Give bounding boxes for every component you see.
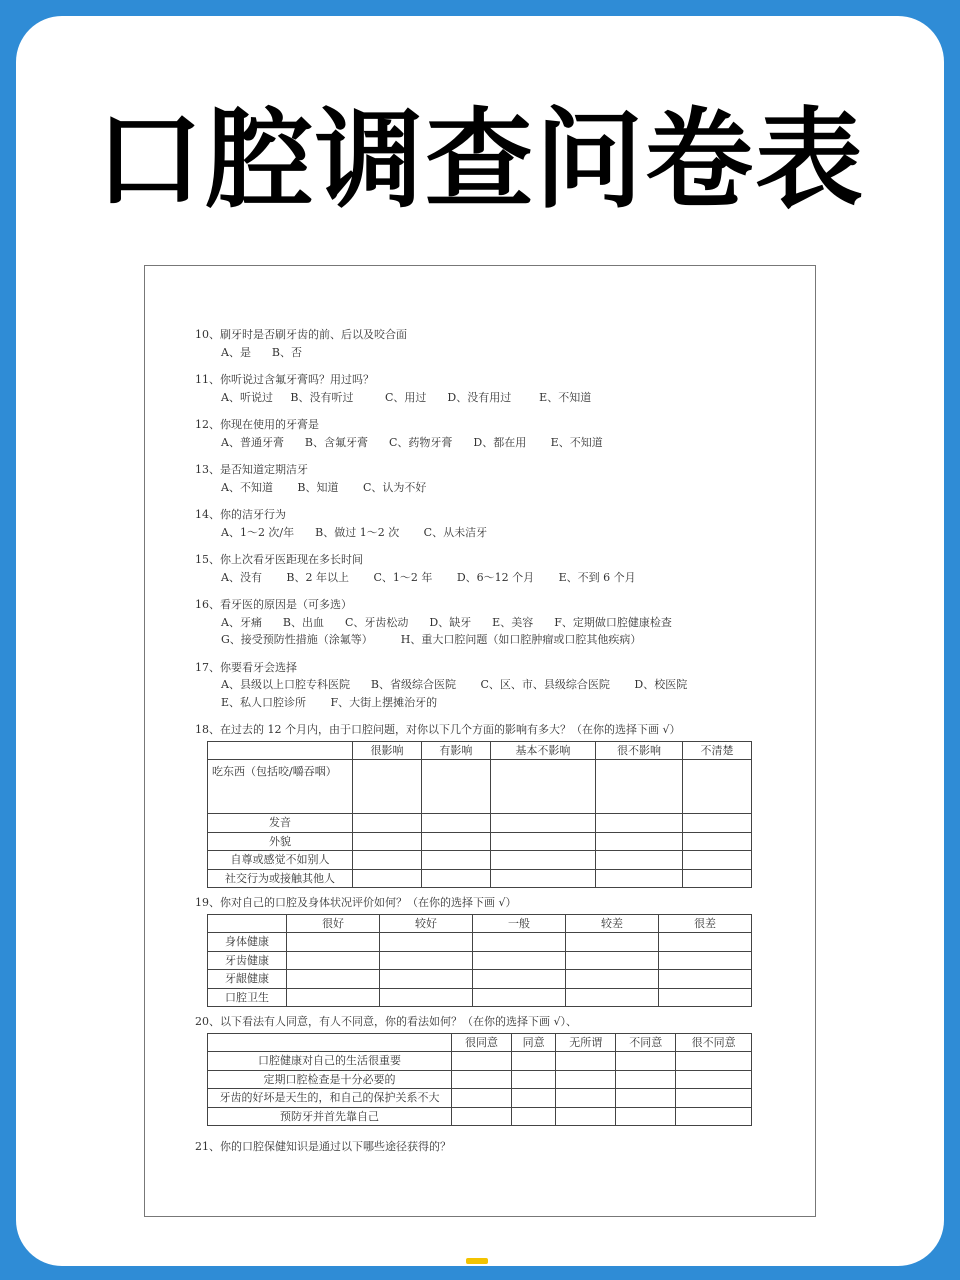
table-header-row bbox=[208, 741, 752, 760]
table-row bbox=[208, 1107, 752, 1126]
table-header: 较好 bbox=[380, 914, 473, 933]
table-header: 有影响 bbox=[421, 741, 490, 760]
question-options: A、没有 B、2 年以上 C、1～2 年 D、6～12 个月 E、不到 6 个月 bbox=[221, 570, 636, 584]
table-header: 不同意 bbox=[616, 1033, 676, 1052]
table-header-row bbox=[208, 1033, 752, 1052]
answer-cell[interactable] bbox=[490, 814, 595, 833]
answer-cell[interactable] bbox=[616, 1052, 676, 1071]
question-text: 11、你听说过含氟牙膏吗？用过吗？ bbox=[195, 373, 374, 386]
table-row bbox=[208, 1070, 752, 1089]
answer-cell[interactable] bbox=[512, 1107, 556, 1126]
question-18 bbox=[195, 721, 755, 888]
answer-cell[interactable] bbox=[616, 1089, 676, 1108]
table-header: 一般 bbox=[473, 914, 566, 933]
question-21 bbox=[195, 1138, 755, 1156]
row-label: 社交行为或接触其他人 bbox=[208, 869, 353, 888]
table-header: 较差 bbox=[566, 914, 659, 933]
question-text: 16、看牙医的原因是（可多选） bbox=[195, 598, 352, 611]
question-text: 15、你上次看牙医距现在多长时间 bbox=[195, 553, 363, 566]
question-options: E、私人口腔诊所 F、大街上摆摊治牙的 bbox=[221, 695, 438, 709]
bottom-indicator bbox=[466, 1258, 488, 1264]
answer-cell[interactable] bbox=[566, 951, 659, 970]
table-header: 很好 bbox=[287, 914, 380, 933]
answer-cell[interactable] bbox=[616, 1107, 676, 1126]
answer-cell[interactable] bbox=[683, 851, 752, 870]
row-label: 预防牙并首先靠自己 bbox=[208, 1107, 452, 1126]
row-label: 定期口腔检查是十分必要的 bbox=[208, 1070, 452, 1089]
answer-cell[interactable] bbox=[421, 832, 490, 851]
question-11 bbox=[195, 371, 755, 406]
table-header: 很差 bbox=[659, 914, 752, 933]
answer-cell[interactable] bbox=[676, 1052, 752, 1071]
question-text: 19、你对自己的口腔及身体状况评价如何？（在你的选择下画 √） bbox=[195, 896, 517, 909]
answer-cell[interactable] bbox=[595, 851, 682, 870]
row-label: 牙齿健康 bbox=[208, 951, 287, 970]
table-row bbox=[208, 760, 752, 814]
question-text: 13、是否知道定期洁牙 bbox=[195, 463, 308, 476]
question-text: 18、在过去的 12 个月内，由于口腔问题，对你以下几个方面的影响有多大？（在你的选择下画 √） bbox=[195, 723, 681, 736]
answer-cell[interactable] bbox=[595, 760, 682, 814]
table-header: 同意 bbox=[512, 1033, 556, 1052]
answer-cell[interactable] bbox=[512, 1089, 556, 1108]
answer-cell[interactable] bbox=[473, 951, 566, 970]
answer-cell[interactable] bbox=[421, 869, 490, 888]
answer-cell[interactable] bbox=[566, 988, 659, 1007]
answer-cell[interactable] bbox=[452, 1107, 512, 1126]
question-options: A、1～2 次/年 B、做过 1～2 次 C、从未洁牙 bbox=[221, 525, 488, 539]
question-19 bbox=[195, 894, 755, 1007]
question-text: 17、你要看牙会选择 bbox=[195, 660, 297, 674]
question-options: G、接受预防性措施（涂氟等） H、重大口腔问题（如口腔肿瘤或口腔其他疾病） bbox=[221, 633, 642, 646]
question-options: A、牙痛 B、出血 C、牙齿松动 D、缺牙 E、美容 F、定期做口腔健康检查 bbox=[221, 615, 672, 629]
answer-cell[interactable] bbox=[659, 970, 752, 989]
table-header: 很不同意 bbox=[676, 1033, 752, 1052]
question-14 bbox=[195, 506, 755, 541]
answer-cell[interactable] bbox=[353, 851, 422, 870]
table-row bbox=[208, 951, 752, 970]
answer-cell[interactable] bbox=[380, 988, 473, 1007]
table-header-row bbox=[208, 914, 752, 933]
answer-cell[interactable] bbox=[452, 1070, 512, 1089]
question-15 bbox=[195, 551, 755, 586]
answer-cell[interactable] bbox=[380, 933, 473, 952]
row-label: 牙齿的好坏是天生的，和自己的保护关系不大 bbox=[208, 1089, 452, 1108]
answer-cell[interactable] bbox=[287, 951, 380, 970]
row-label: 发音 bbox=[208, 814, 353, 833]
question-options: A、县级以上口腔专科医院 B、省级综合医院 C、区、市、县级综合医院 D、校医院 bbox=[221, 678, 688, 691]
answer-cell[interactable] bbox=[421, 814, 490, 833]
table-row bbox=[208, 970, 752, 989]
answer-cell[interactable] bbox=[683, 869, 752, 888]
table-corner-cell bbox=[208, 741, 353, 760]
question-10 bbox=[195, 326, 755, 361]
answer-cell[interactable] bbox=[659, 951, 752, 970]
table-header: 很不影响 bbox=[595, 741, 682, 760]
answer-cell[interactable] bbox=[683, 814, 752, 833]
row-label: 口腔卫生 bbox=[208, 988, 287, 1007]
answer-cell[interactable] bbox=[421, 760, 490, 814]
q19-table bbox=[207, 914, 752, 1008]
answer-cell[interactable] bbox=[566, 970, 659, 989]
answer-cell[interactable] bbox=[353, 869, 422, 888]
answer-cell[interactable] bbox=[452, 1052, 512, 1071]
question-20 bbox=[195, 1013, 755, 1126]
question-12 bbox=[195, 416, 755, 451]
table-row bbox=[208, 814, 752, 833]
answer-cell[interactable] bbox=[556, 1070, 616, 1089]
answer-cell[interactable] bbox=[566, 933, 659, 952]
card bbox=[16, 16, 944, 1266]
table-row bbox=[208, 1052, 752, 1071]
answer-cell[interactable] bbox=[353, 832, 422, 851]
q18-table bbox=[207, 741, 752, 889]
answer-cell[interactable] bbox=[556, 1107, 616, 1126]
row-label: 牙龈健康 bbox=[208, 970, 287, 989]
answer-cell[interactable] bbox=[490, 760, 595, 814]
question-options: A、听说过 B、没有听过 C、用过 D、没有用过 E、不知道 bbox=[221, 390, 592, 404]
answer-cell[interactable] bbox=[380, 970, 473, 989]
question-text: 10、刷牙时是否刷牙齿的前、后以及咬合面 bbox=[195, 328, 407, 341]
answer-cell[interactable] bbox=[683, 760, 752, 814]
answer-cell[interactable] bbox=[353, 814, 422, 833]
question-options: A、普通牙膏 B、含氟牙膏 C、药物牙膏 D、都在用 E、不知道 bbox=[221, 435, 603, 449]
table-row bbox=[208, 988, 752, 1007]
question-17 bbox=[195, 659, 755, 712]
answer-cell[interactable] bbox=[512, 1052, 556, 1071]
answer-cell[interactable] bbox=[287, 933, 380, 952]
answer-cell[interactable] bbox=[473, 970, 566, 989]
answer-cell[interactable] bbox=[473, 988, 566, 1007]
answer-cell[interactable] bbox=[490, 869, 595, 888]
table-header: 基本不影响 bbox=[490, 741, 595, 760]
questionnaire-sheet bbox=[144, 265, 816, 1217]
row-label: 口腔健康对自己的生活很重要 bbox=[208, 1052, 452, 1071]
answer-cell[interactable] bbox=[490, 832, 595, 851]
q20-table bbox=[207, 1033, 752, 1127]
answer-cell[interactable] bbox=[659, 933, 752, 952]
question-text: 21、你的口腔保健知识是通过以下哪些途径获得的？ bbox=[195, 1140, 451, 1153]
answer-cell[interactable] bbox=[556, 1089, 616, 1108]
table-row bbox=[208, 933, 752, 952]
answer-cell[interactable] bbox=[473, 933, 566, 952]
table-header: 无所谓 bbox=[556, 1033, 616, 1052]
answer-cell[interactable] bbox=[676, 1107, 752, 1126]
answer-cell[interactable] bbox=[595, 814, 682, 833]
row-label: 身体健康 bbox=[208, 933, 287, 952]
table-row bbox=[208, 1089, 752, 1108]
question-13 bbox=[195, 461, 755, 496]
question-text: 14、你的洁牙行为 bbox=[195, 508, 286, 521]
answer-cell[interactable] bbox=[421, 851, 490, 870]
answer-cell[interactable] bbox=[452, 1089, 512, 1108]
table-header: 很同意 bbox=[452, 1033, 512, 1052]
answer-cell[interactable] bbox=[616, 1070, 676, 1089]
answer-cell[interactable] bbox=[676, 1089, 752, 1108]
answer-cell[interactable] bbox=[556, 1052, 616, 1071]
answer-cell[interactable] bbox=[353, 760, 422, 814]
answer-cell[interactable] bbox=[490, 851, 595, 870]
row-label: 自尊或感觉不如别人 bbox=[208, 851, 353, 870]
row-label: 外貌 bbox=[208, 832, 353, 851]
question-16 bbox=[195, 596, 755, 649]
table-corner-cell bbox=[208, 914, 287, 933]
question-options: A、是 B、否 bbox=[221, 345, 303, 359]
question-text: 20、以下看法有人同意，有人不同意，你的看法如何？（在你的选择下画 √）、 bbox=[195, 1015, 578, 1028]
answer-cell[interactable] bbox=[287, 988, 380, 1007]
answer-cell[interactable] bbox=[287, 970, 380, 989]
table-row bbox=[208, 851, 752, 870]
answer-cell[interactable] bbox=[380, 951, 473, 970]
answer-cell[interactable] bbox=[676, 1070, 752, 1089]
questionnaire-content bbox=[195, 326, 755, 1166]
table-row bbox=[208, 869, 752, 888]
page-title: 口腔调查问卷表 bbox=[94, 98, 865, 223]
table-corner-cell bbox=[208, 1033, 452, 1052]
answer-cell[interactable] bbox=[659, 988, 752, 1007]
answer-cell[interactable] bbox=[595, 832, 682, 851]
row-label: 吃东西（包括咬/嚼吞咽） bbox=[208, 760, 353, 814]
table-header: 不清楚 bbox=[683, 741, 752, 760]
answer-cell[interactable] bbox=[595, 869, 682, 888]
answer-cell[interactable] bbox=[683, 832, 752, 851]
table-row bbox=[208, 832, 752, 851]
question-text: 12、你现在使用的牙膏是 bbox=[195, 418, 319, 431]
table-header: 很影响 bbox=[353, 741, 422, 760]
question-options: A、不知道 B、知道 C、认为不好 bbox=[221, 480, 427, 494]
answer-cell[interactable] bbox=[512, 1070, 556, 1089]
